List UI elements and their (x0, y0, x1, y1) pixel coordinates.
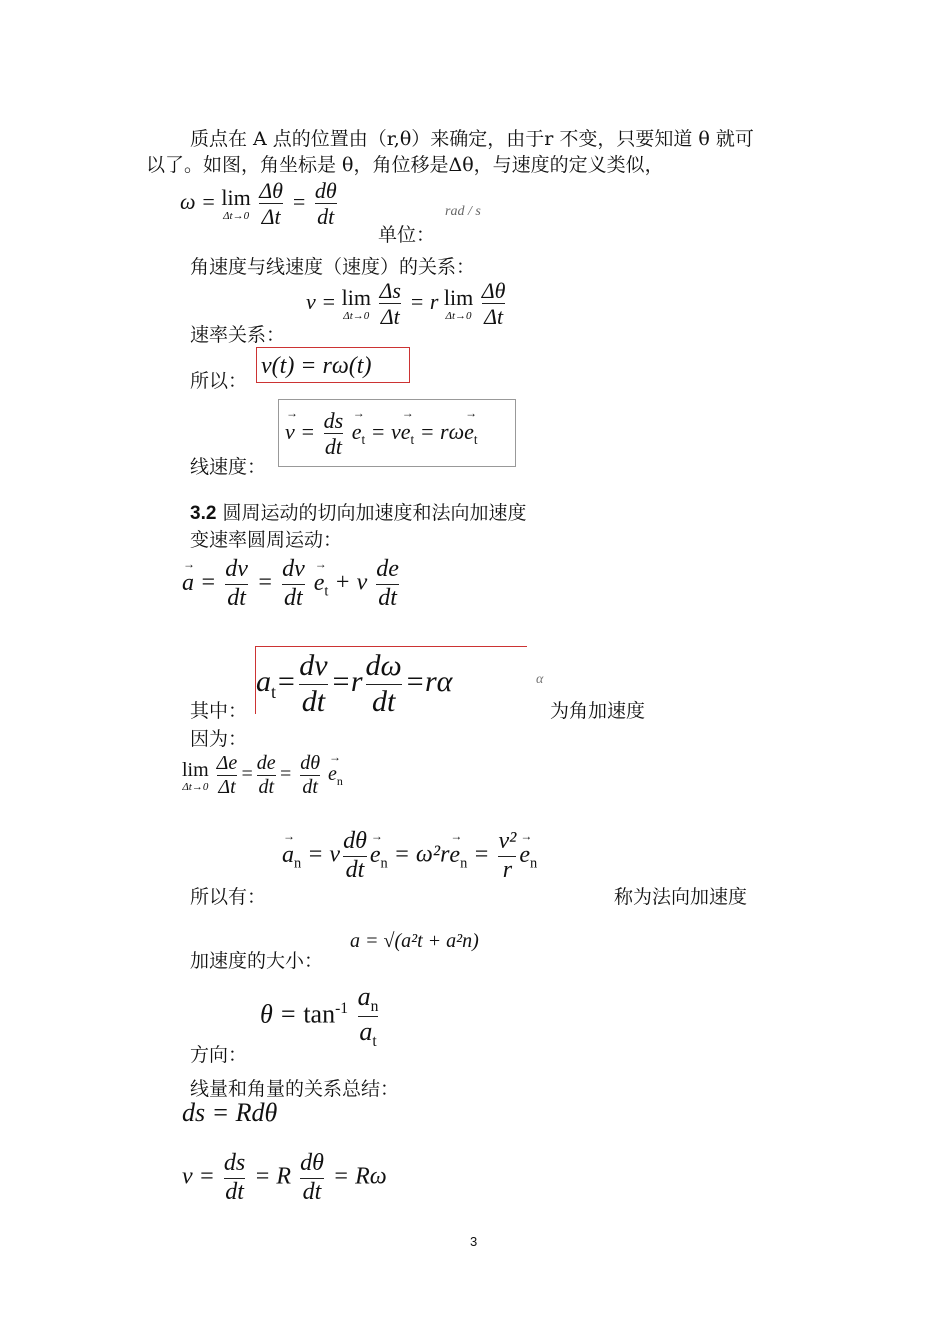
therefore-label: 所以有： (190, 886, 267, 908)
frac-den: dt (284, 584, 303, 611)
frac-num: Δθ (259, 178, 283, 203)
frac-den: dt (225, 1178, 244, 1205)
subscript-n: n (529, 855, 538, 872)
omega-symbol: ω (180, 188, 196, 214)
lim-subscript: Δt→0 (182, 780, 209, 793)
frac-den: dt (300, 1178, 324, 1207)
page-number: 3 (470, 1234, 478, 1249)
r-alpha: rα (424, 664, 453, 698)
speed-label: 速率关系： (190, 324, 286, 346)
frac-den: dt (258, 776, 275, 798)
frac-num: dv (299, 649, 328, 682)
where-label: 其中： (190, 700, 248, 722)
tan-exponent: -1 (335, 999, 349, 1017)
frac-den: Δt (259, 203, 283, 229)
e-vector: → e (314, 570, 325, 597)
subscript-n: n (380, 855, 388, 872)
frac-den: Δt (380, 304, 400, 330)
frac-num: dθ (343, 828, 367, 854)
unit-value: rad / s (445, 204, 481, 219)
magnitude-label: 加速度的大小： (190, 950, 324, 972)
a-vector: → a (282, 842, 294, 869)
e-vector: → e (328, 763, 337, 786)
subscript-t: t (361, 432, 366, 448)
frac-den: dt (300, 775, 320, 799)
angular-linear-label: 角速度与线速度（速度）的关系： (190, 256, 476, 278)
r-symbol: R (276, 1163, 292, 1190)
frac-num: Δs (379, 278, 401, 303)
paragraph-line-1: 质点在 A 点的位置由（r,θ）来确定，由于r 不变，只要知道 θ 就可 (190, 128, 754, 150)
frac-num: dω (365, 649, 402, 682)
frac-num: a (357, 982, 371, 1011)
frac-num: de (256, 752, 276, 774)
angular-acc-label: 为角加速度 (550, 700, 646, 722)
frac-den: dt (378, 584, 397, 611)
et-vector: → e (352, 419, 362, 445)
direction-label: 方向： (190, 1044, 248, 1066)
alpha-symbol: α (536, 672, 544, 687)
section-number: 3.2 (190, 503, 217, 524)
unit-label: 单位： (378, 224, 436, 246)
frac-den: dt (299, 684, 327, 720)
frac-den: dt (227, 584, 246, 611)
v-symbol: v (306, 288, 316, 314)
omega2-r: ω²r (415, 841, 450, 868)
et-vector: → e (464, 419, 474, 445)
equation-tangential: $a_t=$ $\frac{dv}{dt}$ =r $\frac{d\omega}{dt}$ =rα (255, 646, 527, 714)
subscript-t: t (324, 583, 329, 600)
et-vector: → e (401, 419, 411, 445)
equation-acceleration: → a = $\frac{dv}{dt}$ = $\frac{dv}{dt}$ → $e_t + v$ $\frac{de}{dt}$ (182, 556, 402, 612)
equation-omega: ω = lim Δt→0 $\frac{\Delta\theta}{\Delta t}$ = $\frac{d\theta}{dt}$ (180, 178, 337, 230)
v-symbol: v (182, 1163, 193, 1190)
equation-linear-velocity: → v = $\frac{ds}{dt}$ → $e_t = v\to e_t = r\omega\to e_t$ (278, 399, 516, 467)
lim-label: lim (182, 758, 209, 781)
tan-label: tan (303, 999, 336, 1029)
subscript-n: n (336, 774, 343, 789)
frac-num: ds (323, 408, 344, 433)
a-vector: → a (182, 570, 194, 597)
frac-num: v² (498, 828, 517, 854)
frac-den: dt (343, 856, 367, 885)
equation-normal: → $a_n = v$ $\frac{d\theta}{dt}$ → $e_n = \omega^2r\to e_n$ = $\frac{\text{v²}}{r}$ → $e_n$ (282, 828, 537, 884)
equation-speed: v = lim Δt→0 $\frac{\Delta s}{\Delta t}$ = r lim Δt→0 $\frac{\Delta\theta}{\Delta t}$ (306, 278, 506, 330)
linear-velocity-label: 线速度： (190, 456, 267, 478)
frac-num: ds (223, 1150, 246, 1176)
frac-num: dθ (300, 752, 321, 774)
equation-v-final: v = $\frac{ds}{dt}$ = R $\frac{d\theta}{dt}$ = Rω (182, 1150, 387, 1205)
v-symbol: v (356, 569, 368, 596)
because-label: 因为： (190, 728, 248, 750)
frac-den: dt (324, 434, 342, 460)
r-symbol: r (429, 288, 439, 314)
subscript-n: n (370, 998, 379, 1016)
v-symbol: v (329, 841, 341, 868)
frac-num: dθ (314, 178, 337, 203)
v-symbol: v (390, 418, 401, 444)
frac-num: dv (225, 556, 248, 582)
subscript-n: n (460, 855, 468, 872)
variable-rate-label: 变速率圆周运动： (190, 529, 343, 551)
frac-num: Δe (216, 752, 238, 774)
equation-magnitude: a = √(a²t + a²n) (350, 930, 479, 952)
subscript-n: n (294, 855, 302, 872)
frac-num: de (376, 556, 399, 582)
frac-den: dt (315, 203, 337, 229)
subscript-t: t (473, 432, 478, 448)
equation-ds: ds = Rdθ (182, 1098, 278, 1127)
frac-num: dθ (300, 1150, 324, 1176)
equation-de-dt: lim Δt→0 $\frac{\Delta e}{\Delta t}$ = $\frac{de}{dt}$ = $\frac{d\theta}{dt}$ → $e_n$ (182, 752, 343, 799)
so-label: 所以： (190, 370, 248, 392)
r-omega: Rω (355, 1163, 387, 1190)
e-vector: → e (370, 842, 381, 869)
lim-subscript: Δt→0 (343, 310, 370, 323)
r-symbol: r (350, 664, 363, 698)
equation-v-omega: v(t) = rω(t) (256, 347, 410, 383)
frac-den: r (498, 856, 516, 885)
lim-label: lim (443, 285, 474, 311)
equation-direction: $\theta = \tan^{-1}$ $\frac{a_n}{a_t}$ (260, 982, 379, 1051)
lim-subscript: Δt→0 (445, 310, 472, 323)
lim-label: lim (341, 285, 371, 311)
theta-symbol: θ (260, 999, 273, 1029)
v-vector: → v (285, 419, 295, 445)
frac-num: Δθ (481, 278, 506, 303)
frac-den: Δt (218, 776, 236, 798)
e-vector: → e (519, 842, 530, 869)
subscript-t: t (372, 1033, 377, 1051)
subscript-t: t (271, 681, 277, 702)
section-heading (190, 498, 526, 525)
section-title: 圆周运动的切向加速度和法向加速度 (222, 502, 527, 524)
frac-num: dv (282, 556, 305, 582)
r-omega: rω (440, 418, 465, 444)
frac-den: a (359, 1017, 373, 1047)
e-vector: → e (449, 842, 460, 869)
summary-label: 线量和角量的关系总结： (190, 1078, 400, 1100)
frac-den: dt (366, 684, 402, 720)
subscript-t: t (410, 432, 415, 448)
frac-den: Δt (482, 303, 506, 329)
normal-acc-label: 称为法向加速度 (614, 886, 748, 908)
lim-label: lim (221, 185, 251, 211)
paragraph-line-2: 以了。如图，角坐标是 θ，角位移是Δθ，与速度的定义类似， (146, 154, 664, 176)
lim-subscript: Δt→0 (223, 210, 250, 223)
a-symbol: a (256, 664, 271, 698)
